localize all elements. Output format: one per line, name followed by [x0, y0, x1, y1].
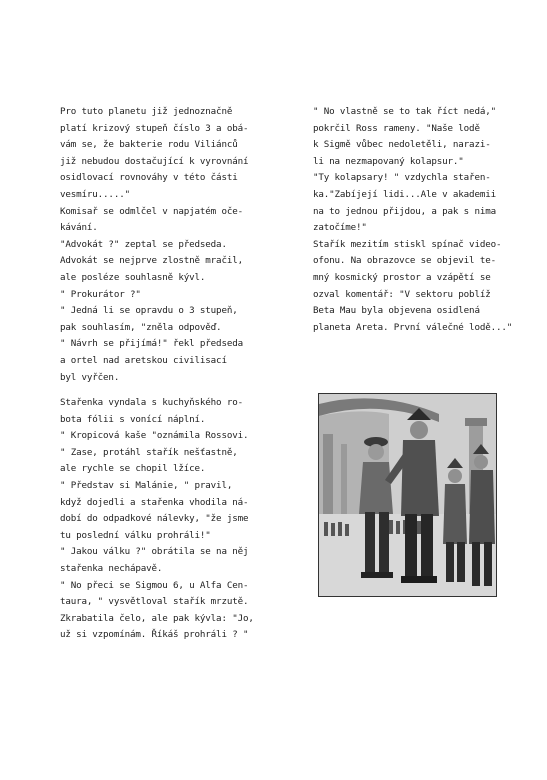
text-line: " Návrh se přijímá!" řekl předseda [60, 338, 243, 350]
ceremony-illustration [318, 393, 497, 597]
text-line: kávání. [60, 222, 98, 234]
paragraph-2 [60, 395, 286, 644]
text-line: planeta Areta. První válečné lodě..." [313, 321, 513, 333]
text-line: " Představ si Malánie, " pravil, [60, 480, 233, 492]
text-line: a ortel nad aretskou civilisací [60, 354, 227, 366]
text-line: " Zase, protáhl stařík nešťastně, [60, 446, 238, 458]
text-line: byl vyřčen. [60, 371, 120, 383]
text-line: na to jednou přijdou, a pak s nima [313, 205, 496, 217]
text-line: " Prokurátor ?" [60, 288, 141, 300]
text-line: ka."Zabíjejí lidi...Ale v akademii [313, 188, 496, 200]
right-text-column [313, 104, 541, 336]
text-line: když dojedli a stařenka vhodila ná- [60, 496, 249, 508]
text-line: " Jedná li se opravdu o 3 stupeň, [60, 305, 238, 317]
text-line: už si vzpomínám. Říkáš prohráli ? " [60, 629, 249, 641]
text-line: tu poslední válku prohráli!" [60, 529, 211, 541]
text-line: Pro tuto planetu již jednoznačně [60, 106, 233, 117]
text-line: Stařík mezitím stiskl spínač video- [313, 238, 502, 250]
text-line: taura, " vysvětloval stařík mrzutě. [60, 596, 249, 608]
text-line: pokrčil Ross rameny. "Naše lodě [313, 122, 480, 134]
text-line: pak souhlasím, "zněla odpověď. [60, 321, 222, 333]
left-text-column [60, 104, 286, 644]
text-line: ozval komentář: "V sektoru poblíž [313, 288, 491, 300]
paragraph-1 [60, 104, 286, 386]
paragraph-gap [60, 386, 286, 395]
text-line: "Advokát ?" zeptal se předseda. [60, 238, 227, 250]
ceremony-drawing [319, 394, 496, 596]
text-line: vesmíru....." [60, 188, 130, 200]
text-line: Stařenka vyndala s kuchyňského ro- [60, 397, 243, 409]
text-line: Zkrabatila čelo, ale pak kývla: "Jo, [60, 612, 254, 624]
text-line: ale posléze souhlasně kývl. [60, 271, 206, 283]
text-line: mný kosmický prostor a vzápětí se [313, 271, 491, 283]
text-line: osidlovací rovnováhy v této části [60, 172, 238, 184]
text-line: stařenka nechápavě. [60, 563, 163, 575]
text-line: ofonu. Na obrazovce se objevil te- [313, 255, 496, 267]
text-line: k Sigmě vůbec nedoletěli, narazi- [313, 139, 491, 151]
text-line: zatočíme!" [313, 222, 367, 234]
text-line: Advokát se nejprve zlostně mračil, [60, 255, 243, 267]
text-line: Beta Mau byla objevena osidlená [313, 305, 480, 317]
text-line: " No vlastně se to tak říct nedá," [313, 106, 496, 117]
text-line: li na nezmapovaný kolapsur." [313, 155, 464, 167]
text-line: již nebudou dostačující k vyrovnání [60, 155, 249, 167]
text-line: " Kropicová kaše "oznámila Rossovi. [60, 430, 249, 442]
text-line: platí krizový stupeň číslo 3 a obá- [60, 122, 249, 134]
text-line: Komisař se odmlčel v napjatém oče- [60, 205, 243, 217]
text-line: "Ty kolapsary! " vzdychla stařen- [313, 172, 491, 184]
text-line: bota fólii s vonící náplní. [60, 413, 206, 425]
text-line: dobí do odpadkové nálevky, "že jsme [60, 513, 249, 525]
text-line: " No přeci se Sigmou 6, u Alfa Cen- [60, 579, 249, 591]
text-line: vám se, že bakterie rodu Viliánců [60, 139, 238, 151]
text-line: " Jakou válku ?" obrátila se na něj [60, 546, 249, 558]
text-line: ale rychle se chopil lžíce. [60, 463, 206, 475]
